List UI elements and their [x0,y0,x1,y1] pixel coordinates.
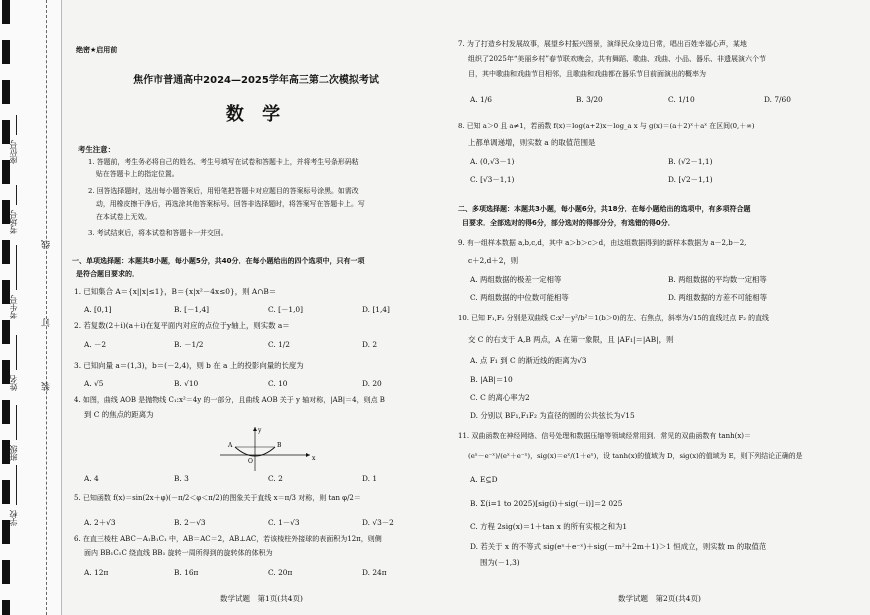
section-heading: 目要求．全部选对的得6分，部分选对的得部分分，有选错的得0分． [462,219,675,227]
question-9: 9. 有一组样本数据 a,b,c,d，其中 a＞b＞c＞d，由这组数据得到的新样本数据为 a－2,b－2, [458,239,747,247]
option: D. [√2－1,1) [668,175,713,184]
cut-mark-install: 装 [42,382,52,391]
option: B. √10 [174,379,199,388]
candidate-number-label: 考生号 [9,295,18,319]
y-axis-arrow [253,427,257,431]
exam-room-line [16,185,17,205]
page-2 [458,0,858,615]
option: C. C 的离心率为2 [470,393,530,402]
option: C. 10 [268,379,288,388]
option: B. Σ(i=1 to 2025)[sig(i)＋sig(－i)]＝2 025 [470,499,623,508]
school-label: 学校 [9,510,18,526]
cut-dashed-line [46,0,47,615]
label-b: B [277,442,282,449]
binding-stripe [2,600,10,615]
question-6-line2: 面内 BB₁C₁C 绕直线 BB₁ 旋转一周所得到的旋转体的体积为 [84,549,273,557]
parabola-figure [210,425,320,473]
notice-title: 考生注意： [78,145,115,154]
option: C. [√3－1,1) [470,175,515,184]
page-footer: 数学试题 第1页(共4页) [220,594,303,603]
subject-title: 数 学 [225,104,287,125]
option: D. 24π [362,568,387,577]
exam-title: 焦作市普通高中2024—2025学年高三第二次模拟考试 [133,75,379,86]
option: A. 2＋√3 [84,518,116,527]
candidate-number-line [16,245,17,290]
option: C. 1－√3 [268,518,300,527]
question-9-line2: c＋2,d＋2，则 [468,256,519,265]
class-label: 班级 [9,445,18,461]
option: A. 1/6 [470,95,492,104]
question-4: 4. 如图，曲线 AOB 是抛物线 C₁:x²＝4y 的一部分，且曲线 AOB 关于 y 轴对称，|AB|＝4，则点 B [74,396,385,404]
option: D. 两组数据的方差不可能相等 [668,293,768,302]
question-10: 10. 已知 F₁,F₂ 分别是双曲线 C:x²－y²/b²＝1(b＞0)的左、右焦点，斜率为√15的直线过点 F₂ 的直线 [458,314,769,322]
page-footer: 数学试题 第2页(共4页) [618,594,701,603]
cut-mark-bind: 订 [42,318,52,327]
page-1 [70,0,442,615]
section-heading: 是符合题目要求的． [76,270,139,278]
binding-stripe [2,80,10,104]
option: B. 两组数据的平均数一定相等 [668,275,767,284]
question-3: 3. 已知向量 a＝(1,3)，b＝(－2,4)，则 b 在 a 上的投影向量的长度为 [74,361,304,370]
option: B. 3 [174,474,189,483]
question-7-line3: 目，其中歌曲和戏曲节目相邻，且歌曲和戏曲都在器乐节目前面演出的概率为 [468,70,706,78]
section-heading: 一、单项选择题：本题共8小题，每小题5分，共40分．在每小题给出的四个选项中，只有一项 [72,257,365,265]
secret-label: 绝密★启用前 [76,46,118,54]
question-7-line2: 组织了2025年“美丽乡村”春节联欢晚会，共有舞蹈、歌曲、戏曲、小品、器乐、非遗展演六个节 [468,55,766,63]
notice-line: 贴在答题卡上的指定位置。 [96,170,179,178]
x-axis-arrow [306,453,310,457]
option: B. －1/2 [174,340,204,349]
option: B. [－1,4] [174,305,210,314]
option: B. 16π [174,568,199,577]
cut-mark-line: 线 [42,240,52,249]
notice-line: 2. 回答选择题时，选出每小题答案后，用铅笔把答题卡对应题目的答案标号涂黑。如需改 [88,187,359,195]
binding-stripe [2,480,10,504]
notice-line: 动，用橡皮擦干净后，再选涂其他答案标号。回答非选择题时，将答案写在答题卡上。写 [96,200,365,208]
option: D. 20 [362,379,382,388]
option: B. 2－√3 [174,518,206,527]
binding-stripe [2,320,10,344]
option: D. 2 [362,340,378,349]
seat-number-line [16,115,17,135]
option: D. 分别以 BF₁,F₁F₂ 为直径的圆的公共弦长为√15 [470,411,635,420]
option: C. 20π [268,568,293,577]
option: A. (0,√3－1) [470,157,515,166]
option: A. 4 [84,474,99,483]
notice-line: 3. 考试结束后，将本试卷和答题卡一并交回。 [88,229,228,237]
question-1: 1. 已知集合 A＝{x||x|≤1}，B＝{x|x²－4x≤0}，则 A∩B＝ [74,287,277,296]
option: C. 1/2 [268,340,290,349]
option: A. √5 [84,379,104,388]
option: C. 2 [268,474,283,483]
option: B. (√2－1,1) [668,157,713,166]
option: A. －2 [84,340,107,349]
binding-stripe [2,40,10,64]
option: D. 1 [362,474,378,483]
option: D. [1,4] [362,305,390,314]
binding-strip [0,0,62,615]
option: B. |AB|＝10 [470,375,513,384]
seat-number-label: 座位号 [9,140,18,164]
class-line [16,405,17,440]
option: A. 两组数据的极差一定相等 [470,275,562,284]
option: C. 方程 2sig(x)＝1＋tan x 的所有实根之和为1 [470,522,628,531]
label-x: x [312,455,316,462]
question-8: 8. 已知 a＞0 且 a≠1，若函数 f(x)＝log(a+2)x－log_a x 与 g(x)＝(a＋2)ˣ＋aˣ 在区间(0,＋∞) [458,122,755,130]
option: D. √3－2 [362,518,394,527]
question-8-line2: 上都单调递增，则实数 a 的取值范围是 [468,138,596,147]
option-continued: 围为(－1,3) [480,558,520,567]
question-7: 7. 为了打造乡村发展故事，展望乡村振兴图景，演绎民众身边日常，唱出百姓幸福心声，某地 [458,40,747,48]
school-line [16,465,17,505]
label-a: A [228,442,233,449]
label-o: O [248,458,253,465]
option: C. [－1,0] [268,305,304,314]
question-10-line2: 交 C 的右支于 A,B 两点，A 在第一象限，且 |AF₁|＝|AB|，则 [468,335,674,344]
label-y: y [258,427,262,434]
question-5: 5. 已知函数 f(x)＝sin(2x＋φ)(－π/2＜φ＜π/2)的图象关于直线 x＝π/3 对称，则 tan φ/2＝ [74,494,361,502]
notice-line: 1. 答题前，考生务必将自己的姓名、考生号填写在试卷和答题卡上，并将考生号条形码粘 [88,158,359,166]
question-11: 11. 双曲函数在神经网络、信号处理和数据压缩等领域经常用到．常见的双曲函数有 tanh(x)＝ [458,432,751,440]
option: A. [0,1] [84,305,112,314]
binding-stripe [2,560,10,584]
binding-stripe [2,0,10,24]
binding-stripe [2,240,10,264]
notice-line: 在本试卷上无效。 [96,213,152,221]
option: B. 3/20 [576,95,603,104]
name-line [16,335,17,370]
question-4-line2: 到 C 的焦点的距离为 [84,410,154,419]
option: C. 两组数据的中位数可能相等 [470,293,569,302]
option: A. 12π [84,568,109,577]
option: A. 点 F₁ 到 C 的渐近线的距离为√3 [470,356,587,365]
exam-room-label: 考场号 [9,210,18,234]
binding-stripe [2,400,10,424]
option: C. 1/10 [668,95,695,104]
section-heading: 二、多项选择题：本题共3小题，每小题6分，共18分．在每小题给出的选项中，有多项符合题 [458,205,751,213]
option: D. 7/60 [764,95,791,104]
option: A. E⊆D [470,475,498,484]
question-2: 2. 若复数(2＋i)(a＋i)在复平面内对应的点位于y轴上，则实数 a＝ [74,321,290,330]
question-11-line2: (eˣ－e⁻ˣ)/(eˣ＋e⁻ˣ)，sig(x)＝eˣ/(1＋eˣ)，设 tanh(x)的值域为 D，sig(x)的值域为 E，则下列结论正确的是 [468,452,803,460]
name-label: 姓名 [9,375,18,391]
question-6: 6. 在直三棱柱 ABC－A₁B₁C₁ 中，AB＝AC＝2，AB⊥AC，若该棱柱外接球的表面积为12π，则侧 [74,535,382,543]
option: D. 若关于 x 的不等式 sig(eˣ＋e⁻ˣ)＋sig(－m²＋2m＋1)＞1 恒成立，则实数 m 的取值范 [470,542,767,551]
